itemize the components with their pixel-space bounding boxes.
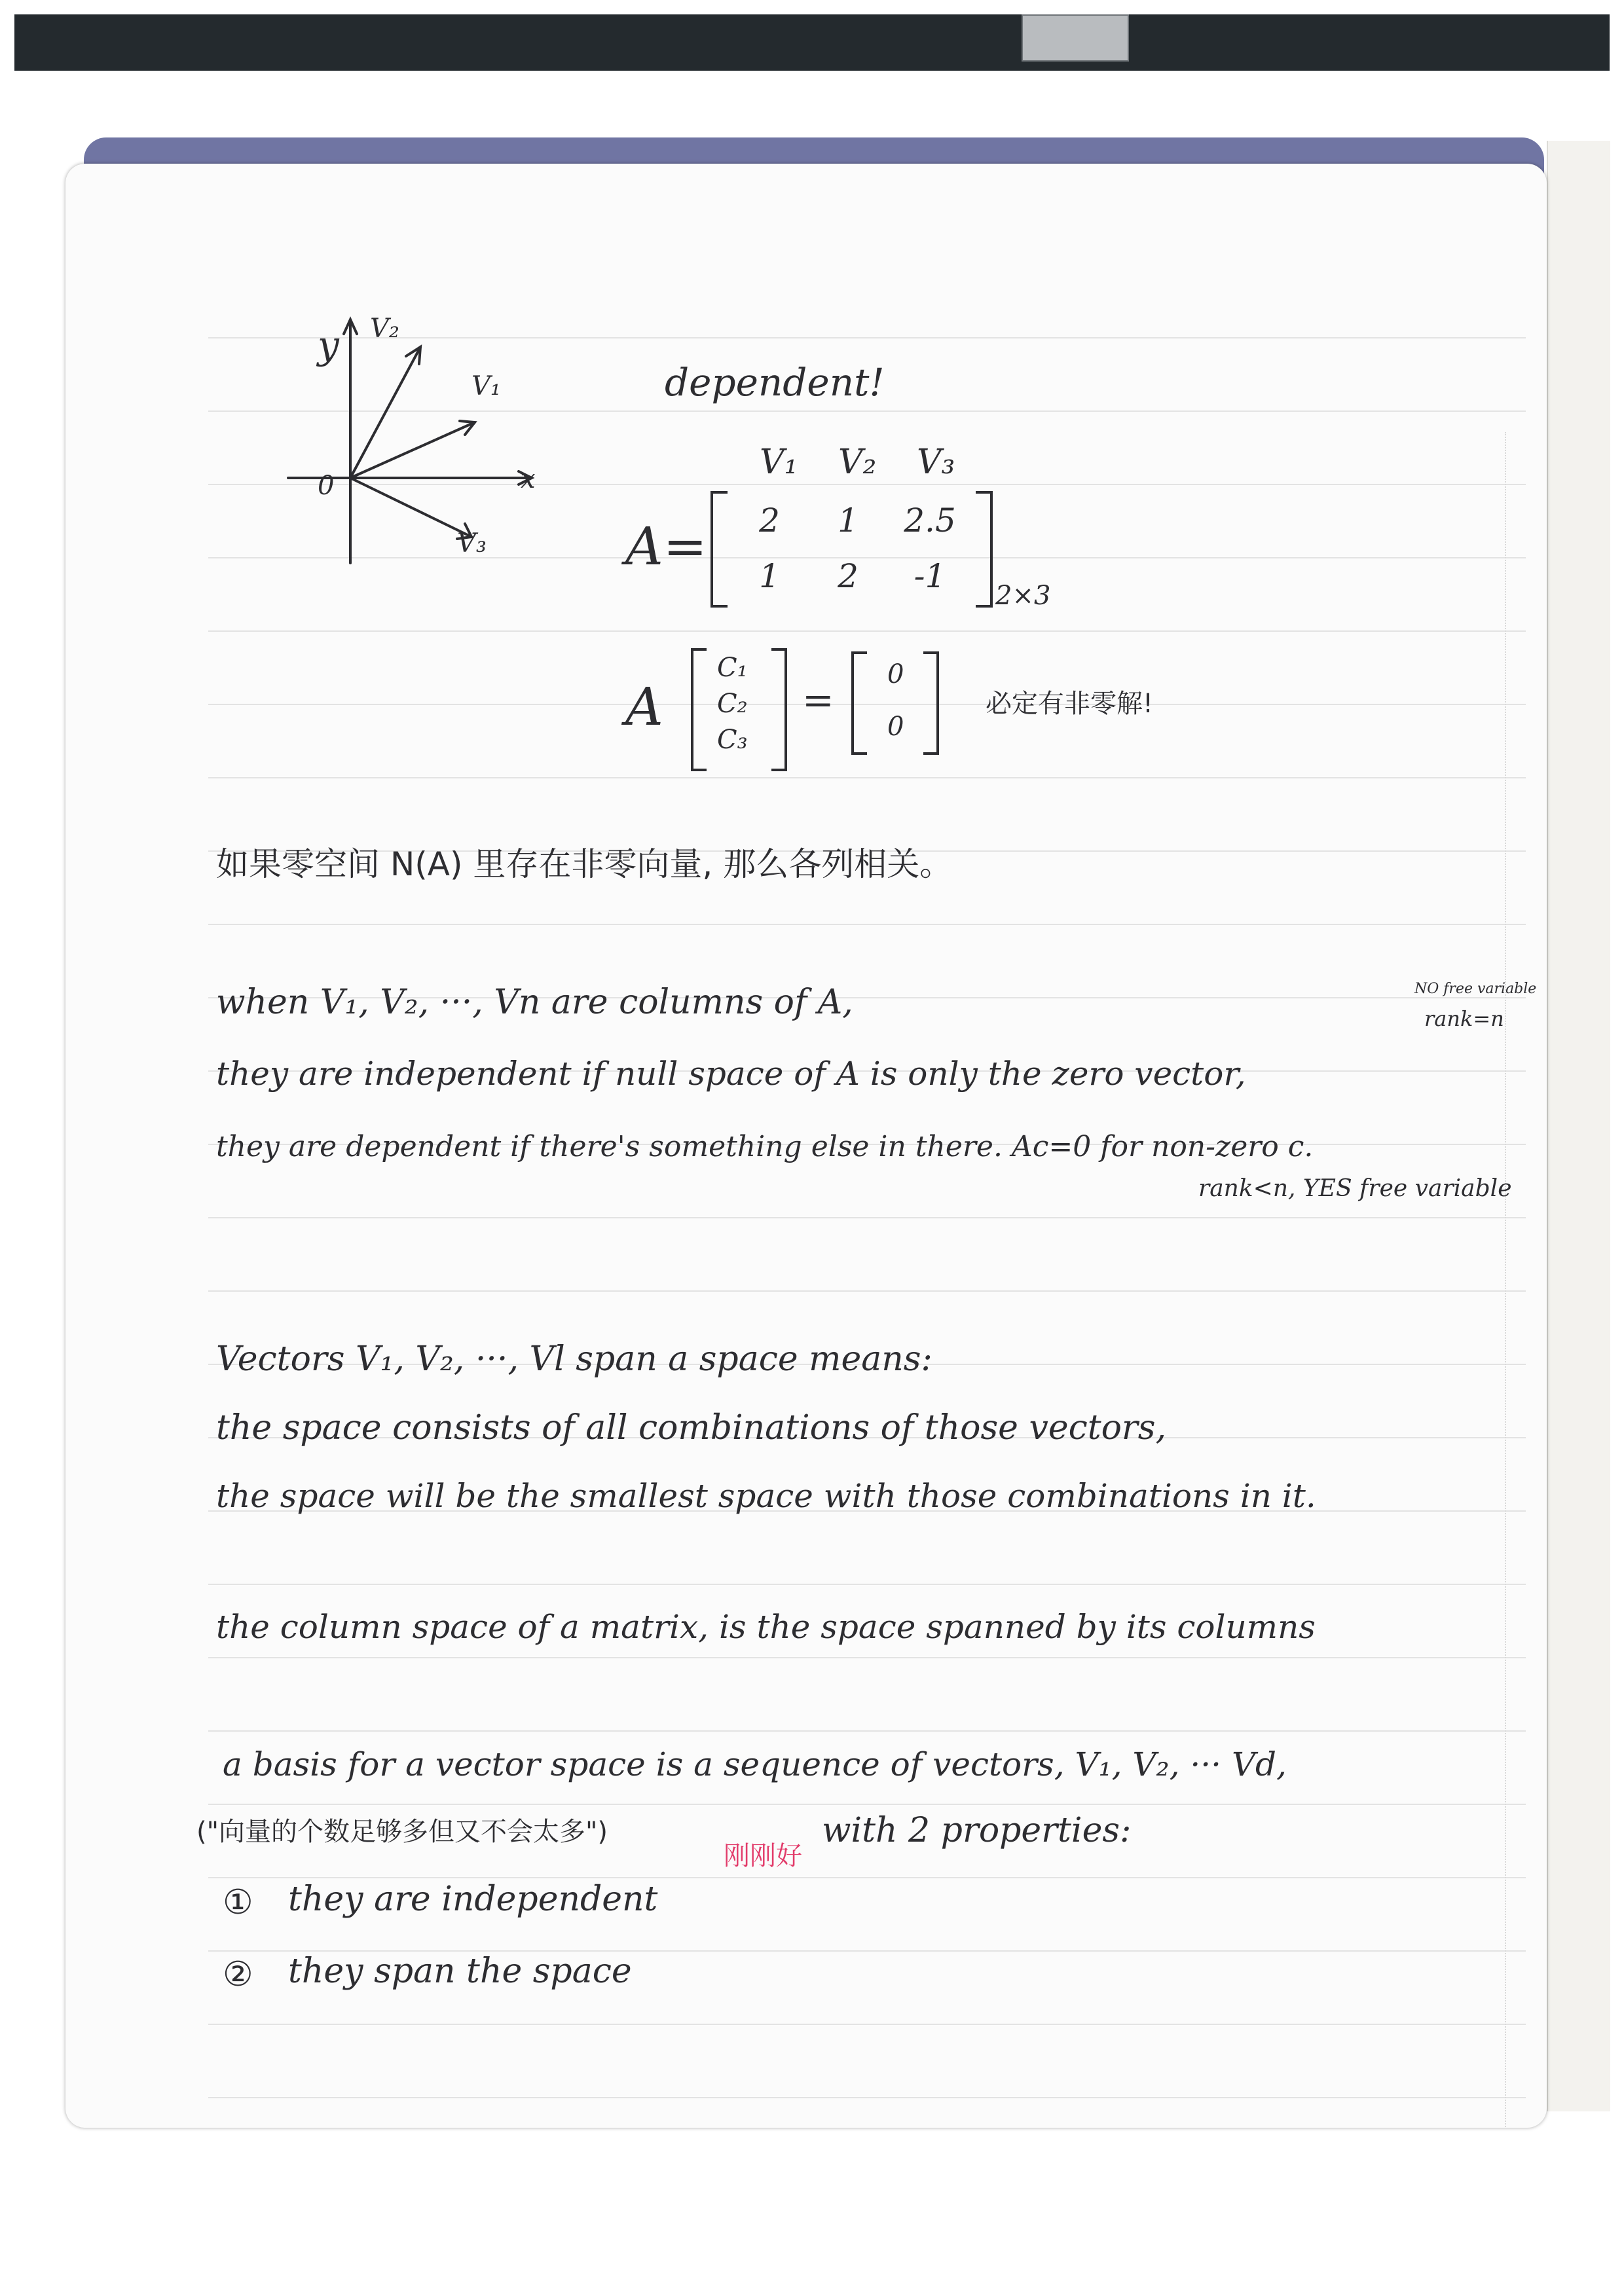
vector-v1 [350, 422, 475, 478]
matrix-cell-r2c3: -1 [913, 557, 946, 595]
basis-item1: they are independent [288, 1880, 658, 1919]
ruled-line [208, 704, 1526, 705]
matrix-column-header-v3: V₃ [917, 443, 955, 482]
zero-vector-right-bracket [923, 651, 939, 755]
ruled-line [208, 1730, 1526, 1732]
matrix-size: 2×3 [995, 581, 1051, 611]
ruled-line [208, 1217, 1526, 1218]
vector-v3-label: V₃ [457, 528, 487, 558]
independence-line1: when V₁, V₂, ···, Vn are columns of A, [216, 983, 853, 1022]
scanner-top-edge [14, 14, 1610, 71]
matrix-cell-r1c2: 1 [838, 501, 858, 539]
matrix-cell-r2c2: 2 [838, 557, 858, 595]
c-vector-c3: C₃ [717, 725, 748, 755]
ruled-line [208, 1804, 1526, 1805]
basis-chinese-note: ("向量的个数足够多但又不会太多") [196, 1817, 608, 1847]
origin-label: 0 [318, 471, 335, 501]
independence-rank-note: rank=n [1424, 1006, 1504, 1031]
zero-vector-row2: 0 [887, 712, 904, 742]
span-line2: the space consists of all combinations of those vectors, [216, 1408, 1166, 1448]
ruled-line [208, 2097, 1526, 2098]
c-vector-c2: C₂ [717, 689, 748, 719]
independence-margin-note: NO free variable [1414, 981, 1537, 997]
vector-v1-label: V₁ [471, 371, 501, 401]
matrix-cell-r1c3: 2.5 [904, 501, 956, 539]
independence-line2: they are independent if null space of A is only the zero vector, [216, 1055, 1246, 1093]
matrix-cell-r1c1: 2 [759, 501, 780, 539]
matrix-name: A= [625, 516, 707, 577]
independence-line3: they are dependent if there's something else in there. Ac=0 for non-zero c. [216, 1130, 1314, 1163]
binder-clip [1022, 14, 1129, 62]
c-vector-right-bracket [771, 648, 787, 771]
ruled-line [208, 1290, 1526, 1292]
equation-equals: = [802, 678, 834, 722]
basis-red-note: 刚刚好 [724, 1841, 802, 1871]
heading-dependent: dependent! [665, 360, 885, 405]
zero-vector-left-bracket [851, 651, 867, 755]
x-axis-label: x [521, 464, 536, 494]
span-line3: the space will be the smallest space with those combinations in it. [216, 1477, 1316, 1515]
matrix-right-bracket [976, 491, 993, 608]
ruled-line [208, 1657, 1526, 1658]
matrix-cell-r2c1: 1 [759, 557, 780, 595]
y-axis-label: y [318, 323, 339, 367]
ruled-line [208, 1584, 1526, 1585]
equation-lhs-a: A [625, 676, 663, 737]
zero-vector-row1: 0 [887, 659, 904, 689]
span-line1: Vectors V₁, V₂, ···, Vl span a space means: [216, 1339, 932, 1379]
column-space-definition: the column space of a matrix, is the space spanned by its columns [216, 1608, 1316, 1646]
matrix-left-bracket [710, 491, 728, 608]
c-vector-left-bracket [691, 648, 707, 771]
basis-item1-marker: ① [223, 1883, 253, 1922]
ruled-line [208, 777, 1526, 778]
basis-item2: they span the space [288, 1952, 632, 1991]
equation-note: 必定有非零解! [986, 689, 1154, 719]
ruled-line [208, 630, 1526, 632]
ruled-line [208, 1877, 1526, 1878]
ruled-line [208, 2024, 1526, 2025]
matrix-column-header-v1: V₁ [760, 443, 798, 482]
notebook-next-page-edge [1547, 141, 1610, 2111]
basis-item2-marker: ② [223, 1955, 253, 1994]
matrix-column-header-v2: V₂ [838, 443, 877, 482]
dependence-rank-note: rank<n, YES free variable [1198, 1175, 1512, 1202]
page-margin-line [1505, 432, 1506, 2128]
vector-v2 [350, 347, 420, 478]
vector-v2-label: V₂ [370, 314, 399, 344]
c-vector-c1: C₁ [717, 653, 748, 683]
null-space-statement: 如果零空间 N(A) 里存在非零向量, 那么各列相关。 [216, 845, 953, 883]
vector-v3 [350, 478, 471, 537]
ruled-line [208, 924, 1526, 925]
basis-line1: a basis for a vector space is a sequence of vectors, V₁, V₂, ··· Vd, [223, 1745, 1287, 1783]
basis-properties-intro: with 2 properties: [822, 1811, 1132, 1850]
notebook-page [65, 164, 1547, 2128]
